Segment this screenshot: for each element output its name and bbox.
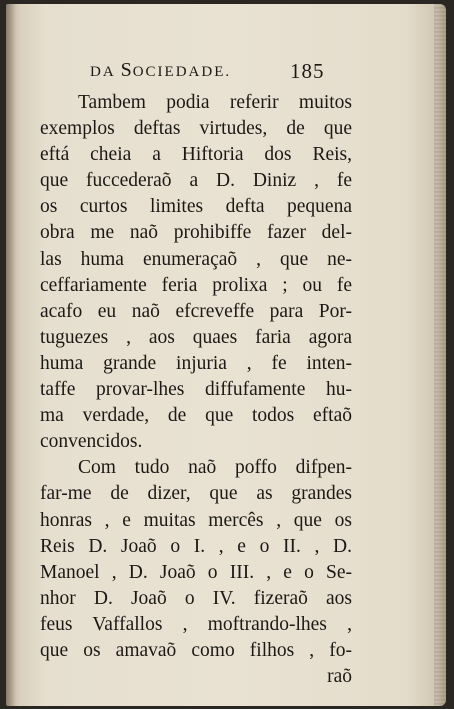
page-fore-edge	[434, 4, 446, 706]
text-line: que os amavaõ como filhos , fo-	[40, 639, 352, 661]
page-number: 185	[290, 59, 325, 83]
paragraph-1	[40, 90, 352, 455]
text-line: Reis D. Joaõ o I. , e o II. , D.	[40, 535, 352, 557]
gutter-shadow	[6, 4, 16, 706]
text-line: feus Vaffallos , moftrando-lhes ,	[40, 613, 352, 635]
text-line: os curtos limites defta pequena	[40, 196, 352, 218]
text-line: far-me de dizer, que as grandes	[40, 483, 352, 505]
book-page	[6, 4, 446, 706]
text-line: acafo eu naõ efcreveffe para Por-	[40, 300, 352, 322]
text-line: honras , e muitas mercês , que os	[40, 509, 352, 531]
text-line: Com tudo naõ poffo difpen-	[78, 457, 352, 479]
text-line: ma verdade, de que todos eftaõ	[40, 405, 352, 427]
text-line: tuguezes , aos quaes faria agora	[40, 326, 352, 348]
body-text	[40, 90, 352, 690]
text-line: Manoel , D. Joaõ o III. , e o Se-	[40, 561, 352, 583]
text-line: exemplos deftas virtudes, de que	[40, 118, 352, 140]
text-line: ceffariamente feria prolixa ; ou fe	[40, 274, 352, 296]
text-line: taffe provar-lhes diffufamente hu-	[40, 379, 352, 401]
text-line: que fuccederaõ a D. Diniz , fe	[40, 170, 352, 192]
catchword: raõ	[327, 666, 352, 688]
paragraph-2	[40, 455, 352, 664]
text-line: eftá cheia a Hiftoria dos Reis,	[40, 144, 352, 166]
text-line: las huma enumeraçaõ , que ne-	[40, 248, 352, 270]
running-head-title: DA SOCIEDADE.	[90, 59, 232, 81]
text-line: Tambem podia referir muitos	[78, 92, 352, 113]
text-line: nhor D. Joaõ o IV. fizeraõ aos	[40, 587, 352, 609]
text-line: huma grande injuria , fe inten-	[40, 352, 352, 374]
text-line: obra me naõ prohibiffe fazer del-	[40, 222, 352, 244]
text-line: convencidos.	[40, 431, 143, 453]
